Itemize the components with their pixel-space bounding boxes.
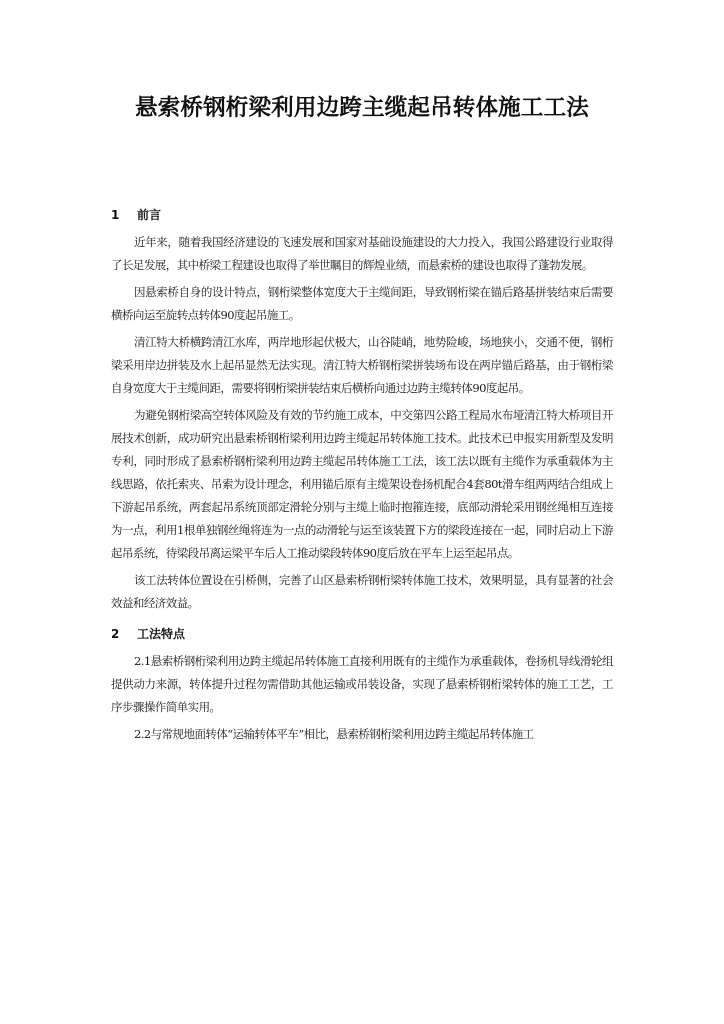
section-number: 1	[111, 208, 120, 222]
section-heading-preface	[111, 207, 613, 223]
paragraph: 2.1悬索桥钢桁梁利用边跨主缆起吊转体施工直接利用既有的主缆作为承重载体，卷扬机导线滑轮组提供动力来源，转体提升过程勿需借助其他运输或吊装设备，实现了悬索桥钢桁梁转体的施工工艺，工序步骤操作简单实用。	[111, 654, 613, 714]
paragraph: 近年来，随着我国经济建设的飞速发展和国家对基础设施建设的大力投入，我国公路建设行业取得了长足发展，其中桥梁工程建设也取得了举世瞩目的辉煌业绩，而悬索桥的建设也取得了蓬勃发展。	[111, 235, 613, 272]
paragraph: 该工法转体位置设在引桥侧，完善了山区悬索桥钢桁梁转体施工技术，效果明显，具有显著的社会效益和经济效益。	[111, 573, 613, 610]
document-title: 悬索桥钢桁梁利用边跨主缆起吊转体施工工法	[134, 95, 589, 121]
paragraph: 因悬索桥自身的设计特点，钢桁梁整体宽度大于主缆间距，导致钢桁梁在锚后路基拼装结束后需要横桥向运至旋转点转体90度起吊施工。	[111, 285, 613, 322]
paragraph: 清江特大桥横跨清江水库，两岸地形起伏极大，山谷陡峭，地势险峻，场地狭小，交通不便，钢桁梁采用岸边拼装及水上起吊显然无法实现。清江特大桥钢桁梁拼装场布设在两岸锚后路基，由于钢桁梁自身宽度大于主缆间距，需要将钢桁梁拼装结束后横桥向通过边跨主缆转体90度起吊。	[111, 335, 613, 395]
section-title: 前言	[137, 208, 162, 222]
paragraph: 为避免钢桁梁高空转体风险及有效的节约施工成本，中交第四公路工程局水布垭清江特大桥项目开展技术创新，成功研究出悬索桥钢桁梁利用边跨主缆起吊转体施工技术。此技术已申报实用新型及发明专利，同时形成了悬索桥钢桁梁利用边跨主缆起吊转体施工工法，该工法以既有主缆作为承重载体为主线思路，依托索夹、吊索为设计理念，利用锚后原有主缆架设卷扬机配合4套80t滑车组两两结合组成上下游起吊系统，两套起吊系统顶部定滑轮分别与主缆上临时抱箍连接，底部动滑轮采用钢丝绳相互连接为一点，利用1根单独钢丝绳将连为一点的动滑轮与运至该装置下方的梁段连接在一起，同时启动上下游起吊系统，待梁段吊离运梁平车后人工推动梁段转体90度后放在平车上运至起吊点。	[111, 408, 613, 560]
document-body	[111, 207, 613, 746]
section-number: 2	[111, 627, 120, 641]
paragraph: 2.2与常规地面转体“运输转体平车”相比，悬索桥钢桁梁利用边跨主缆起吊转体施工	[134, 727, 534, 741]
section-heading-features	[111, 626, 613, 642]
section-title: 工法特点	[137, 627, 186, 641]
